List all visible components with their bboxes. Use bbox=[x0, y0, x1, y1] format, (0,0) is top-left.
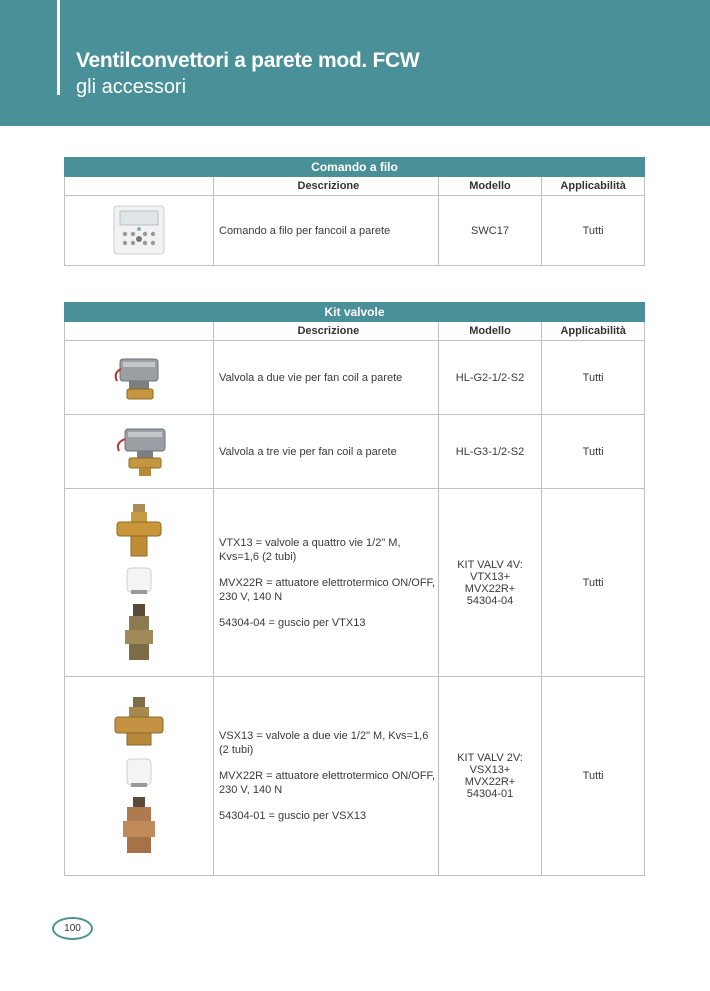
cell-descrizione: Valvola a tre vie per fan coil a parete bbox=[214, 415, 439, 489]
product-image-cell bbox=[65, 341, 214, 415]
desc-line: MVX22R = attuatore elettrotermico ON/OFF, 230 V, 140 N bbox=[219, 576, 436, 603]
actuator-icon bbox=[119, 566, 159, 596]
model-line: MVX22R+ bbox=[464, 776, 516, 788]
cell-descrizione bbox=[214, 489, 439, 677]
col-header-applicabilita: Applicabilità bbox=[542, 177, 645, 196]
valve-shell-icon bbox=[119, 795, 159, 857]
col-header-modello: Modello bbox=[438, 322, 542, 341]
table-row bbox=[65, 341, 645, 415]
model-line: 54304-01 bbox=[466, 788, 514, 800]
model-line: 54304-04 bbox=[466, 594, 514, 607]
col-header-descrizione: Descrizione bbox=[214, 322, 439, 341]
table-caption: Comando a filo bbox=[65, 158, 645, 177]
cell-modello bbox=[438, 489, 542, 677]
comando-table bbox=[64, 157, 645, 266]
table-row bbox=[65, 196, 645, 266]
cell-modello: HL-G2-1/2-S2 bbox=[438, 341, 542, 415]
col-header-descrizione: Descrizione bbox=[214, 177, 439, 196]
desc-line: VTX13 = valvole a quattro vie 1/2" M, Kvs=1,6 (2 tubi) bbox=[219, 536, 401, 563]
cell-descrizione: Valvola a due vie per fan coil a parete bbox=[214, 341, 439, 415]
cell-applicabilita: Tutti bbox=[542, 489, 645, 677]
cell-applicabilita: Tutti bbox=[542, 196, 645, 266]
cell-modello: SWC17 bbox=[438, 196, 542, 266]
cell-modello: HL-G3-1/2-S2 bbox=[438, 415, 542, 489]
page-header bbox=[0, 0, 710, 126]
col-header-applicabilita: Applicabilità bbox=[542, 322, 645, 341]
table-row bbox=[65, 677, 645, 876]
product-image-cell bbox=[65, 415, 214, 489]
two-way-valve-body-icon bbox=[109, 695, 169, 751]
desc-line: 54304-01 = guscio per VSX13 bbox=[219, 810, 367, 822]
product-image-cell bbox=[65, 196, 214, 266]
page-number: 100 bbox=[52, 917, 93, 940]
cell-descrizione bbox=[214, 677, 439, 876]
product-image-cell bbox=[65, 489, 214, 677]
cell-modello bbox=[438, 677, 542, 876]
model-line: MVX22R+ bbox=[464, 582, 516, 595]
cell-applicabilita: Tutti bbox=[542, 341, 645, 415]
three-way-valve-icon bbox=[65, 415, 213, 485]
product-image-cell bbox=[65, 677, 214, 876]
cell-applicabilita: Tutti bbox=[542, 415, 645, 489]
header-accent-bar bbox=[57, 0, 60, 95]
cell-applicabilita: Tutti bbox=[542, 677, 645, 876]
two-way-valve-icon bbox=[65, 341, 213, 411]
model-line: VSX13+ bbox=[469, 764, 511, 776]
desc-line: VSX13 = valvole a due vie 1/2" M, Kvs=1,6 (2 tubi) bbox=[219, 730, 429, 756]
wired-controller-icon bbox=[65, 196, 213, 262]
model-line: KIT VALV 4V: bbox=[457, 558, 523, 571]
model-line: KIT VALV 2V: bbox=[457, 752, 523, 764]
kit-valvole-table bbox=[64, 302, 645, 876]
desc-line: MVX22R = attuatore elettrotermico ON/OFF, 230 V, 140 N bbox=[219, 770, 436, 796]
four-way-valve-icon bbox=[109, 502, 169, 560]
cell-descrizione: Comando a filo per fancoil a parete bbox=[214, 196, 439, 266]
table-row bbox=[65, 415, 645, 489]
page-title: Ventilconvettori a parete mod. FCW bbox=[76, 49, 420, 72]
page-subtitle: gli accessori bbox=[76, 76, 187, 98]
table-caption: Kit valvole bbox=[65, 303, 645, 322]
model-line: VTX13+ bbox=[469, 570, 511, 583]
valve-shell-icon bbox=[119, 602, 159, 664]
desc-line: 54304-04 = guscio per VTX13 bbox=[219, 616, 366, 629]
col-header-modello: Modello bbox=[438, 177, 542, 196]
actuator-icon bbox=[119, 757, 159, 789]
table-row bbox=[65, 489, 645, 677]
